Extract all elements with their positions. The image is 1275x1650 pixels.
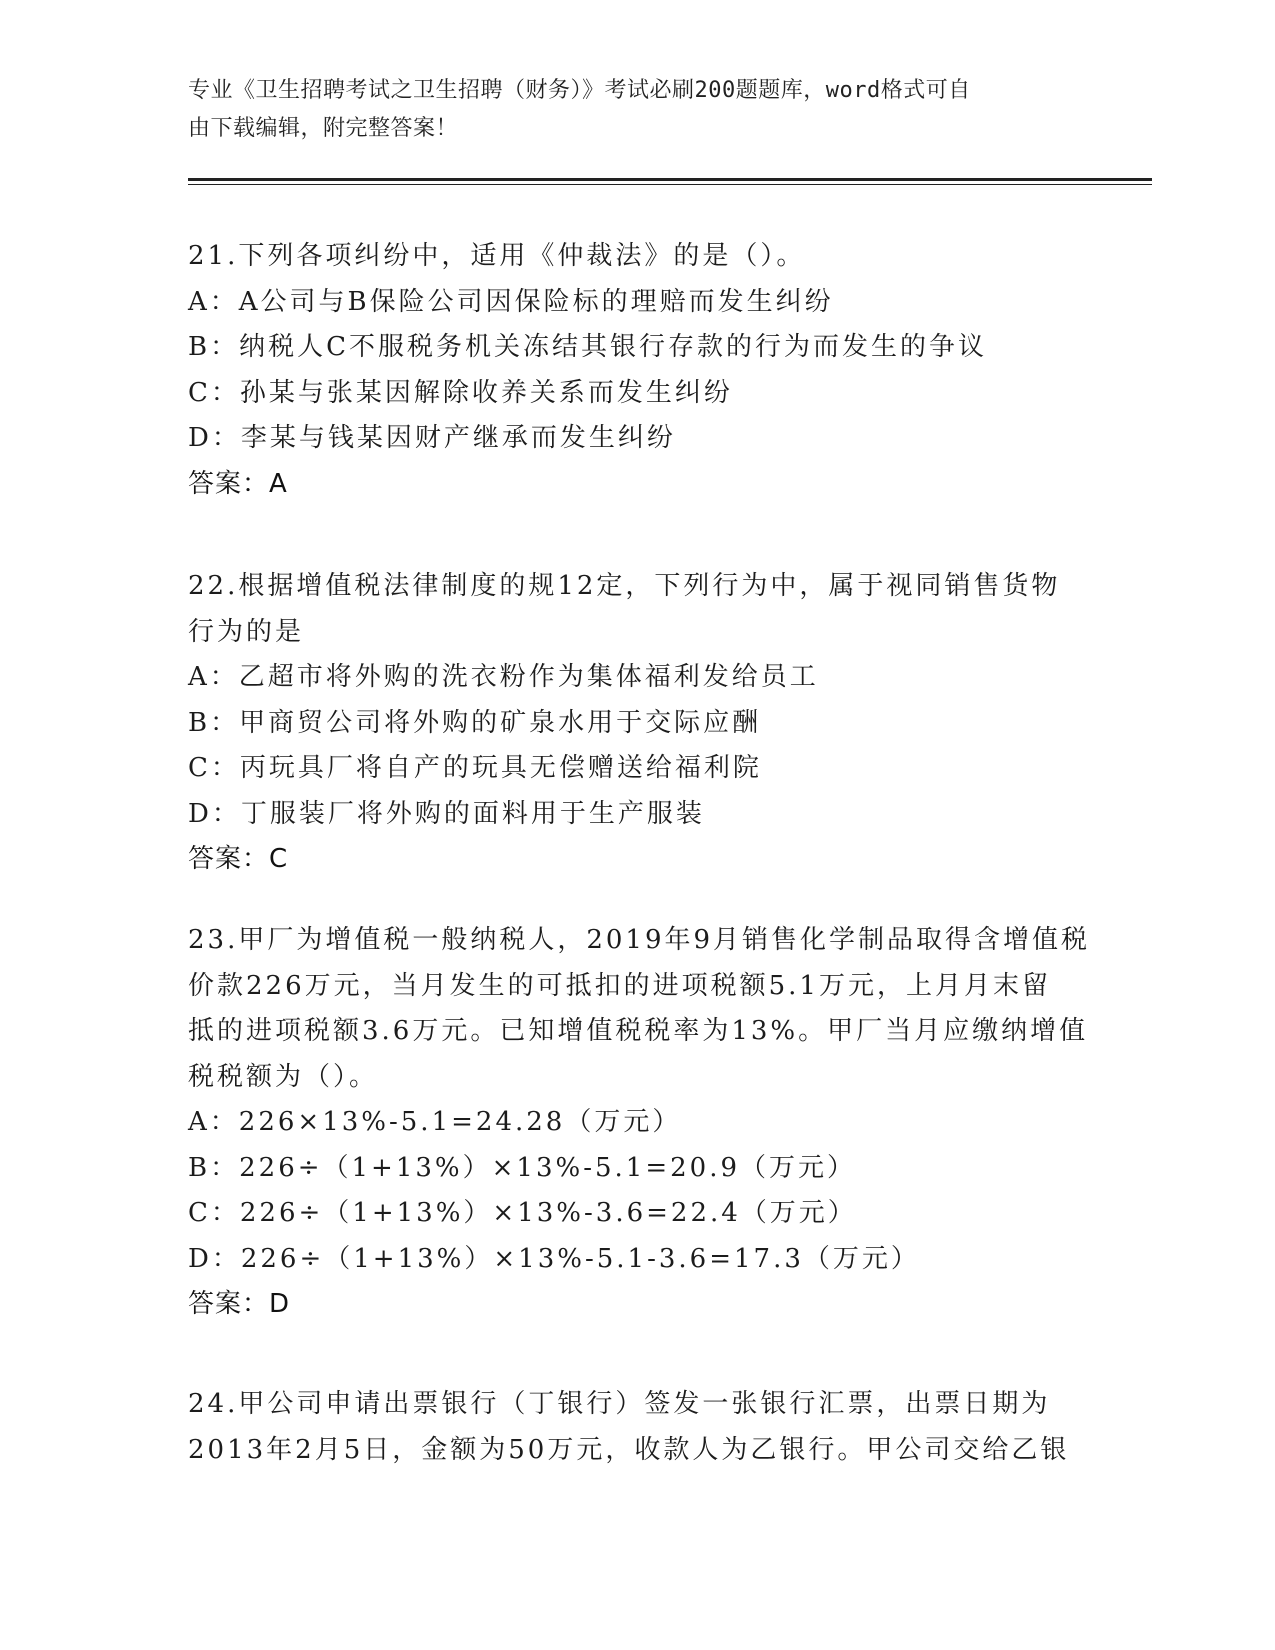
question-stem-line: 24.甲公司申请出票银行（丁银行）签发一张银行汇票，出票日期为 [188, 1389, 1051, 1419]
option-b: B：甲商贸公司将外购的矿泉水用于交际应酬 [188, 707, 762, 738]
question-stem-line: 21.下列各项纠纷中，适用《仲裁法》的是（）。 [188, 241, 806, 271]
option-d: D：丁服装厂将外购的面料用于生产服装 [188, 798, 705, 829]
question-stem-line: 22.根据增值税法律制度的规12定，下列行为中，属于视同销售货物 [188, 571, 1061, 601]
document-header [188, 72, 1068, 148]
question-21 [188, 234, 1088, 507]
question-stem-line: 价款226万元，当月发生的可抵扣的进项税额5.1万元，上月月末留 [188, 970, 1051, 1001]
question-stem-line: 税税额为（）。 [188, 1061, 379, 1092]
header-line-2: 由下载编辑，附完整答案！ [188, 116, 459, 141]
header-divider [188, 178, 1152, 181]
answer-line: 答案：A [188, 468, 288, 499]
question-stem-line: 抵的进项税额3.6万元。已知增值税税率为13%。甲厂当月应缴纳增值 [188, 1016, 1089, 1046]
header-divider-thin [188, 184, 1152, 185]
option-c: C：226÷（1+13%）×13%-3.6=22.4（万元） [188, 1198, 857, 1228]
option-a: A：乙超市将外购的洗衣粉作为集体福利发给员工 [188, 662, 819, 692]
option-a: A：A公司与B保险公司因保险标的理赔而发生纠纷 [188, 286, 834, 317]
question-stem-line: 2013年2月5日，金额为50万元，收款人为乙银行。甲公司交给乙银 [188, 1434, 1070, 1465]
question-stem-line: 23.甲厂为增值税一般纳税人，2019年9月销售化学制品取得含增值税 [188, 925, 1091, 955]
question-24 [188, 1382, 1088, 1473]
question-23 [188, 918, 1091, 1328]
option-c: C：丙玩具厂将自产的玩具无偿赠送给福利院 [188, 753, 762, 783]
option-c: C：孙某与张某因解除收养关系而发生纠纷 [188, 377, 733, 408]
answer-line: 答案：D [188, 1289, 291, 1319]
header-line-1: 专业《卫生招聘考试之卫生招聘（财务）》考试必刷200题题库，word格式可自 [188, 78, 971, 103]
option-d: D：李某与钱某因财产继承而发生纠纷 [188, 423, 676, 453]
answer-line: 答案：C [188, 844, 289, 874]
question-stem-line: 行为的是 [188, 616, 305, 647]
option-b: B：纳税人C不服税务机关冻结其银行存款的行为而发生的争议 [188, 332, 988, 362]
option-b: B：226÷（1+13%）×13%-5.1=20.9（万元） [188, 1152, 857, 1183]
option-d: D：226÷（1+13%）×13%-5.1-3.6=17.3（万元） [188, 1243, 920, 1274]
question-22 [188, 564, 1088, 883]
option-a: A：226×13%-5.1=24.28（万元） [188, 1107, 682, 1137]
